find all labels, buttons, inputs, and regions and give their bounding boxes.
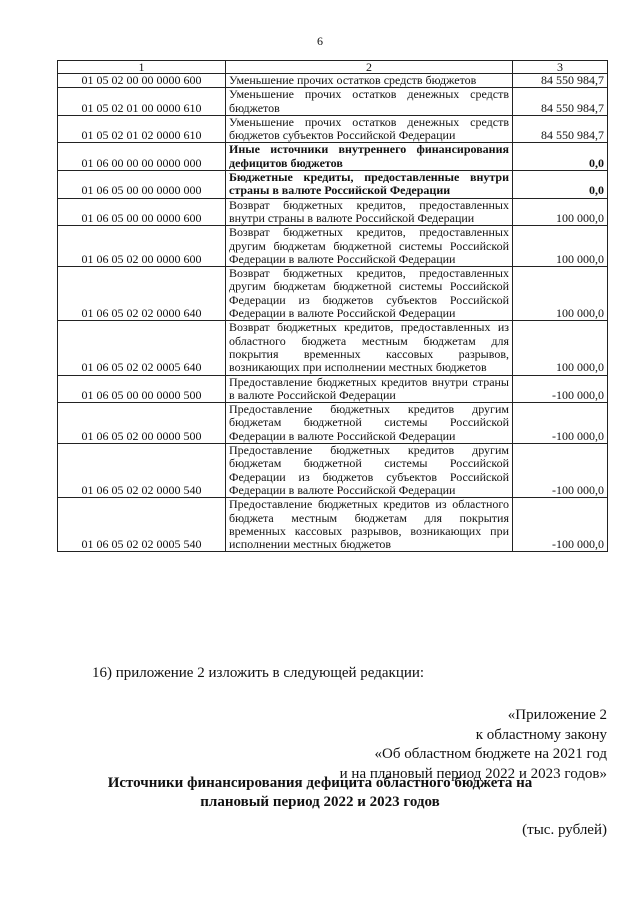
code-cell: 01 05 02 01 00 0000 610 <box>58 88 226 116</box>
name-cell: Бюджетные кредиты, предоставленные внутри страны в валюте Российской Федерации <box>226 171 513 199</box>
name-cell: Возврат бюджетных кредитов, предоставленных другим бюджетам бюджетной системы Российской Федерации в валюте Российской Федерации <box>226 226 513 267</box>
name-cell: Иные источники внутреннего финансирования дефицитов бюджетов <box>226 143 513 171</box>
table-row <box>58 267 608 321</box>
amount-cell: 84 550 984,7 <box>513 74 608 88</box>
code-cell: 01 05 02 01 02 0000 610 <box>58 115 226 143</box>
code-cell: 01 06 05 02 02 0005 540 <box>58 498 226 552</box>
title-line: Источники финансирования дефицита областного бюджета на <box>107 775 533 791</box>
amount-cell: 100 000,0 <box>513 267 608 321</box>
table-row <box>58 171 608 199</box>
table-row <box>58 143 608 171</box>
code-cell: 01 06 05 02 02 0005 640 <box>58 321 226 375</box>
unit-label: (тыс. рублей) <box>522 822 607 838</box>
appendix-line: «Приложение 2 <box>507 707 607 723</box>
header-col-1: 1 <box>58 61 226 74</box>
appendix-line: и на плановый период 2022 и 2023 годов» <box>339 765 607 782</box>
table-row <box>58 375 608 403</box>
code-cell: 01 06 05 00 00 0000 000 <box>58 171 226 199</box>
table-row <box>58 198 608 226</box>
code-cell: 01 06 05 02 00 0000 600 <box>58 226 226 267</box>
name-cell: Уменьшение прочих остатков денежных средств бюджетов субъектов Российской Федерации <box>226 115 513 143</box>
amount-cell: 100 000,0 <box>513 198 608 226</box>
header-col-3: 3 <box>513 61 608 74</box>
table-row <box>58 321 608 375</box>
amount-cell: -100 000,0 <box>513 403 608 444</box>
amendment-item-16: 16) приложение 2 изложить в следующей редакции: <box>92 665 425 681</box>
table-row <box>58 403 608 444</box>
name-cell: Возврат бюджетных кредитов, предоставленных внутри страны в валюте Российской Федерации <box>226 198 513 226</box>
code-cell: 01 06 05 00 00 0000 500 <box>58 375 226 403</box>
table-row <box>58 88 608 116</box>
amount-cell: 100 000,0 <box>513 226 608 267</box>
amount-cell: 84 550 984,7 <box>513 88 608 116</box>
document-title <box>0 774 640 812</box>
code-cell: 01 06 05 02 00 0000 500 <box>58 403 226 444</box>
table-row <box>58 498 608 552</box>
table-header-row <box>58 61 608 74</box>
amount-cell: 100 000,0 <box>513 321 608 375</box>
header-col-2: 2 <box>226 61 513 74</box>
table-row <box>58 74 608 88</box>
code-cell: 01 06 05 02 02 0000 640 <box>58 267 226 321</box>
amount-cell: -100 000,0 <box>513 498 608 552</box>
amount-cell: -100 000,0 <box>513 375 608 403</box>
appendix-line: «Об областном бюджете на 2021 год <box>374 746 607 762</box>
page-number: 6 <box>317 34 323 48</box>
code-cell: 01 05 02 00 00 0000 600 <box>58 74 226 88</box>
table-row <box>58 115 608 143</box>
name-cell: Уменьшение прочих остатков денежных средств бюджетов <box>226 88 513 116</box>
code-cell: 01 06 00 00 00 0000 000 <box>58 143 226 171</box>
name-cell: Возврат бюджетных кредитов, предоставленных из областного бюджета местным бюджетам для покрытия временных кассовых разрывов, возникающих при исполнении местных бюджетов <box>226 321 513 375</box>
amount-cell: 84 550 984,7 <box>513 115 608 143</box>
appendix-line: к областному закону <box>475 726 607 743</box>
name-cell: Возврат бюджетных кредитов, предоставленных другим бюджетам бюджетной системы Российской Федерации из бюджетов субъектов Российской Федерации в валюте Российской Федерации <box>226 267 513 321</box>
table-body <box>58 74 608 552</box>
appendix-heading <box>340 706 607 784</box>
amount-cell: 0,0 <box>513 171 608 199</box>
table-row <box>58 444 608 498</box>
name-cell: Предоставление бюджетных кредитов другим бюджетам бюджетной системы Российской Федерации в валюте Российской Федерации <box>226 403 513 444</box>
name-cell: Предоставление бюджетных кредитов из областного бюджета местным бюджетам для покрытия временных кассовых разрывов, возникающих при исполнении местных бюджетов <box>226 498 513 552</box>
amount-cell: 0,0 <box>513 143 608 171</box>
name-cell: Уменьшение прочих остатков средств бюджетов <box>226 74 513 88</box>
table-row <box>58 226 608 267</box>
name-cell: Предоставление бюджетных кредитов внутри страны в валюте Российской Федерации <box>226 375 513 403</box>
code-cell: 01 06 05 00 00 0000 600 <box>58 198 226 226</box>
amount-cell: -100 000,0 <box>513 444 608 498</box>
budget-table <box>57 60 608 552</box>
title-line: плановый период 2022 и 2023 годов <box>200 794 440 810</box>
code-cell: 01 06 05 02 02 0000 540 <box>58 444 226 498</box>
name-cell: Предоставление бюджетных кредитов другим бюджетам бюджетной системы Российской Федерации из бюджетов субъектов Российской Федерации в валюте Российской Федерации <box>226 444 513 498</box>
